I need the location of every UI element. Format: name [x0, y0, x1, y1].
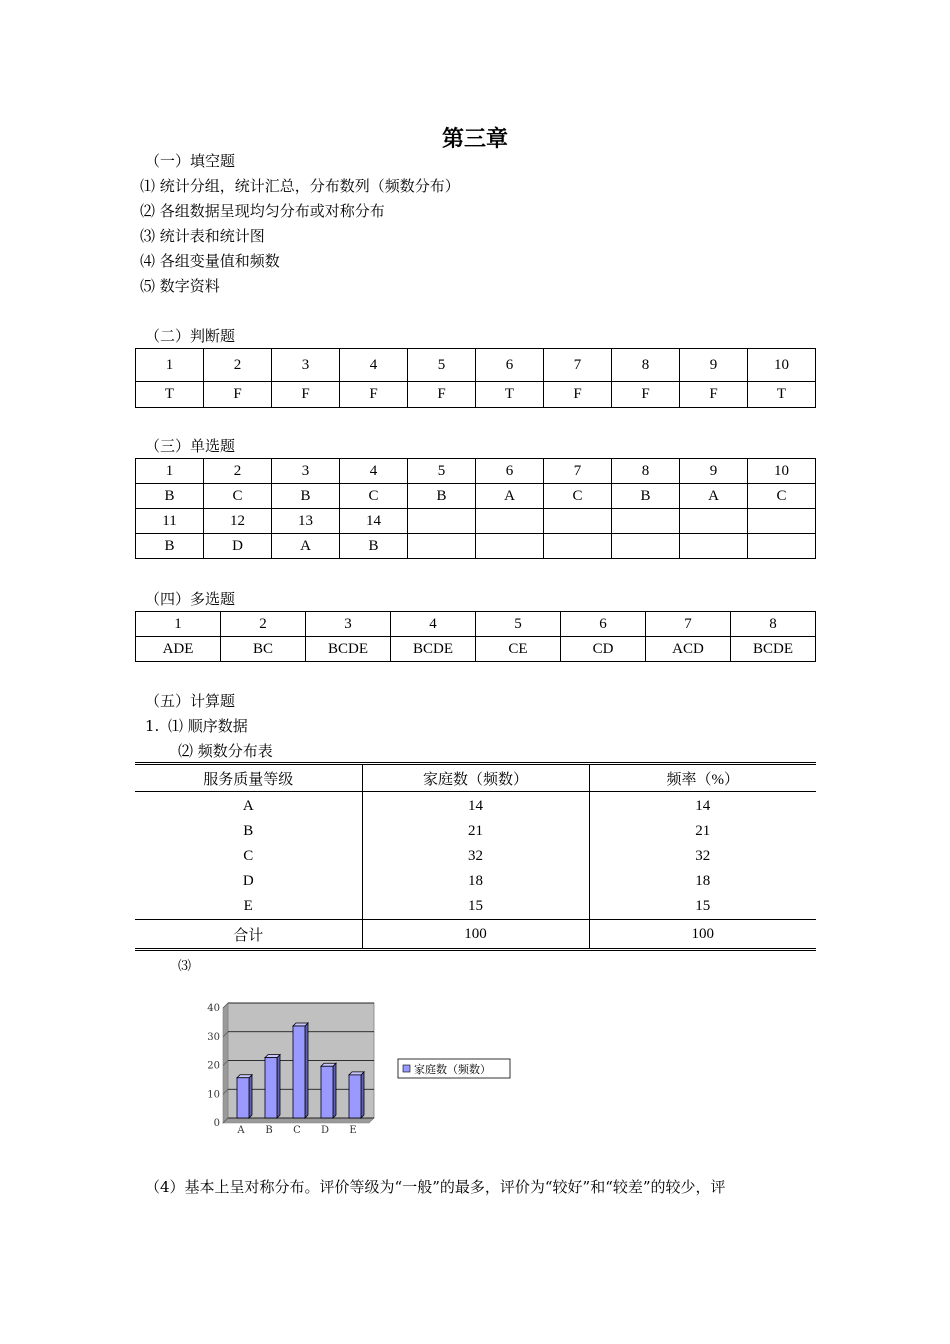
sc-cell: B [408, 484, 476, 509]
bar-side [277, 1055, 280, 1118]
sc-cell: 12 [204, 509, 272, 534]
sc-cell: B [612, 484, 680, 509]
true-false-heading: （二）判断题 [145, 327, 236, 345]
freq-cell: 15 [362, 894, 589, 920]
sc-cell [544, 509, 612, 534]
question-part: ⑶ [178, 959, 192, 974]
sc-cell: D [204, 534, 272, 559]
fill-blank-item: ⑷ 各组变量值和频数 [140, 252, 280, 270]
freq-header-count: 家庭数（频数） [362, 764, 589, 792]
bar [349, 1075, 361, 1118]
plot-floor [223, 1118, 374, 1123]
sc-cell: C [204, 484, 272, 509]
bar-side [249, 1075, 252, 1118]
sc-cell [680, 534, 748, 559]
mc-number-cell: 2 [221, 612, 306, 637]
sc-cell: 10 [748, 459, 816, 484]
tf-number-cell: 6 [476, 349, 544, 382]
sc-cell [612, 534, 680, 559]
bar [237, 1078, 249, 1118]
mc-answer-cell: CD [561, 637, 646, 662]
freq-cell: E [243, 898, 253, 914]
sc-cell: 2 [204, 459, 272, 484]
tf-number-cell: 10 [748, 349, 816, 382]
freq-cell: D [242, 873, 254, 889]
tf-answer-cell: F [544, 382, 612, 408]
tf-answer-cell: F [408, 382, 476, 408]
sc-cell: B [272, 484, 340, 509]
y-tick-label: 10 [207, 1089, 220, 1101]
sc-cell: C [748, 484, 816, 509]
freq-total-percent: 100 [589, 920, 816, 950]
sc-cell: A [680, 484, 748, 509]
freq-cell: C [243, 848, 254, 864]
question-number: 1. [145, 717, 160, 735]
calc-heading: （五）计算题 [145, 692, 236, 710]
mc-number-cell: 8 [731, 612, 816, 637]
tf-number-cell: 5 [408, 349, 476, 382]
mc-number-cell: 4 [391, 612, 476, 637]
sc-cell [476, 534, 544, 559]
single-choice-heading: （三）单选题 [145, 437, 236, 455]
mc-answer-cell: CE [476, 637, 561, 662]
freq-cell: 21 [362, 819, 589, 844]
y-tick-label: 0 [213, 1118, 220, 1129]
freq-total-count: 100 [362, 920, 589, 950]
mc-number-cell: 5 [476, 612, 561, 637]
bar-side [333, 1063, 336, 1118]
sc-cell [476, 509, 544, 534]
fill-blank-item: ⑶ 统计表和统计图 [140, 227, 265, 245]
fill-blank-item: ⑸ 数字资料 [140, 277, 220, 295]
freq-cell: 15 [589, 894, 816, 920]
sc-cell [748, 509, 816, 534]
bar-top [349, 1072, 364, 1075]
sc-cell [748, 534, 816, 559]
bar [293, 1026, 305, 1118]
mc-answer-cell: BCDE [306, 637, 391, 662]
x-tick-label: A [237, 1125, 245, 1136]
sc-cell: B [136, 534, 204, 559]
sc-cell: 4 [340, 459, 408, 484]
legend-label: 家庭数（频数） [414, 1063, 491, 1076]
bar-side [361, 1072, 364, 1118]
mc-number-cell: 6 [561, 612, 646, 637]
freq-cell: 21 [589, 819, 816, 844]
sc-cell: 5 [408, 459, 476, 484]
freq-cell: 14 [589, 792, 816, 820]
freq-cell: B [243, 823, 254, 839]
sc-cell: A [272, 534, 340, 559]
sc-cell [408, 534, 476, 559]
tf-answer-cell: F [612, 382, 680, 408]
sc-cell [408, 509, 476, 534]
tf-number-cell: 8 [612, 349, 680, 382]
mc-number-cell: 7 [646, 612, 731, 637]
tf-answer-cell: F [680, 382, 748, 408]
freq-cell: A [242, 798, 254, 814]
bar [321, 1066, 333, 1118]
sc-cell: C [340, 484, 408, 509]
mc-answer-cell: BC [221, 637, 306, 662]
sc-cell: C [544, 484, 612, 509]
tf-number-cell: 1 [136, 349, 204, 382]
tf-answer-cell: T [136, 382, 204, 408]
multi-choice-heading: （四）多选题 [145, 590, 236, 608]
bar [265, 1058, 277, 1118]
fill-blank-item: ⑵ 各组数据呈现均匀分布或对称分布 [140, 202, 385, 220]
multi-choice-table [135, 611, 816, 662]
mc-number-cell: 1 [136, 612, 221, 637]
x-tick-label: C [293, 1125, 301, 1136]
sc-cell: 1 [136, 459, 204, 484]
sc-cell [544, 534, 612, 559]
sc-cell [612, 509, 680, 534]
x-tick-label: D [320, 1125, 330, 1136]
tf-number-cell: 7 [544, 349, 612, 382]
sc-cell: 14 [340, 509, 408, 534]
x-tick-label: E [349, 1125, 357, 1136]
freq-cell: 32 [589, 844, 816, 869]
sc-cell: 9 [680, 459, 748, 484]
tf-number-cell: 3 [272, 349, 340, 382]
tf-number-cell: 9 [680, 349, 748, 382]
single-choice-table [135, 458, 816, 559]
tf-answer-cell: F [340, 382, 408, 408]
page-title: 第三章 [441, 126, 508, 152]
legend-swatch [403, 1065, 410, 1072]
bar-top [321, 1063, 336, 1066]
sc-cell: 3 [272, 459, 340, 484]
question-part: ⑵ 频数分布表 [178, 742, 273, 760]
bar-top [237, 1075, 252, 1078]
tf-answer-cell: T [476, 382, 544, 408]
y-tick-label: 40 [207, 1003, 220, 1014]
tf-number-cell: 4 [340, 349, 408, 382]
mc-answer-cell: BCDE [731, 637, 816, 662]
mc-answer-cell: ADE [136, 637, 221, 662]
mc-answer-cell: BCDE [391, 637, 476, 662]
sc-cell [680, 509, 748, 534]
frequency-table [135, 762, 816, 951]
true-false-table [135, 348, 816, 408]
bar-top [265, 1055, 280, 1058]
sc-cell: 13 [272, 509, 340, 534]
mc-answer-cell: ACD [646, 637, 731, 662]
fill-blank-heading: （一）填空题 [145, 152, 236, 170]
mc-number-cell: 3 [306, 612, 391, 637]
x-tick-label: B [265, 1125, 273, 1136]
y-tick-label: 30 [207, 1031, 220, 1043]
sc-cell: B [340, 534, 408, 559]
tf-number-cell: 2 [204, 349, 272, 382]
y-tick-label: 20 [207, 1060, 220, 1072]
sc-cell: 6 [476, 459, 544, 484]
sc-cell: A [476, 484, 544, 509]
freq-cell: 14 [362, 792, 589, 820]
freq-header-grade: 服务质量等级 [135, 764, 362, 792]
question-part: ⑴ 顺序数据 [168, 717, 248, 735]
tf-answer-cell: F [272, 382, 340, 408]
bar-top [293, 1023, 308, 1026]
frequency-bar-chart [200, 995, 530, 1140]
sc-cell: 7 [544, 459, 612, 484]
freq-total-label: 合计 [135, 920, 362, 950]
bar-side [305, 1023, 308, 1118]
tf-answer-cell: T [748, 382, 816, 408]
freq-cell: 18 [362, 869, 589, 894]
freq-cell: 32 [362, 844, 589, 869]
sc-cell: 8 [612, 459, 680, 484]
tf-answer-cell: F [204, 382, 272, 408]
conclusion-text: （4）基本上呈对称分布。评价等级为“一般”的最多，评价为“较好”和“较差”的较少，评 [145, 1178, 726, 1196]
freq-header-percent: 频率（%） [589, 764, 816, 792]
sc-cell: B [136, 484, 204, 509]
fill-blank-item: ⑴ 统计分组，统计汇总，分布数列（频数分布） [140, 177, 460, 195]
freq-cell: 18 [589, 869, 816, 894]
sc-cell: 11 [136, 509, 204, 534]
